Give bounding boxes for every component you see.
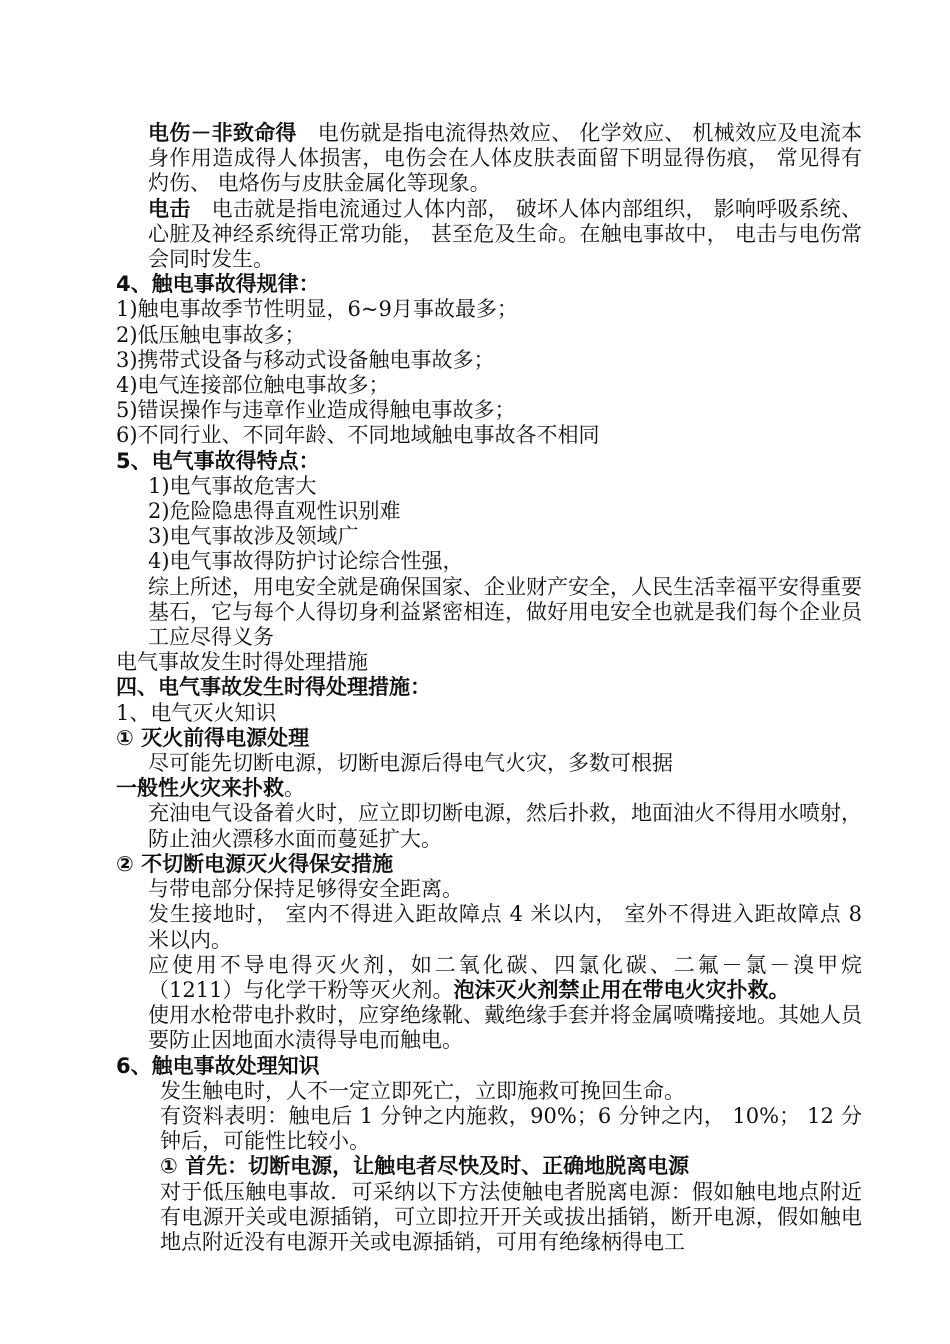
paragraph-electric-injury	[116, 121, 862, 197]
bold-general-fire: 一般性火灾来扑救	[116, 776, 284, 801]
rule-item: 3)携带式设备与移动式设备触电事故多；	[116, 347, 495, 372]
paragraph-statistics: 有资料表明：触电后 1 分钟之内施救，90%；6 分钟之内， 10%； 12 分钟后，可能性比较小。	[160, 1103, 862, 1154]
text-extinguishers: 应使用不导电得灭火剂，如二氧化碳、四氯化碳、二氟－氯－溴甲烷（1211）与化学干粉等灭火剂。	[148, 952, 862, 1002]
rule-item: 4)电气连接部位触电事故多；	[116, 373, 390, 398]
term-electric-injury: 电伤－非致命得	[148, 121, 297, 145]
paragraph-rescue: 发生触电时，人不一定立即死亡，立即施救可挽回生命。	[160, 1078, 685, 1103]
text-electric-shock: 电击就是指电流通过人体内部， 破坏人体内部组织， 影响呼吸系统、 心脏及神经系统得正常功能， 甚至危及生命。在触电事故中， 电击与电伤常会同时发生。	[148, 196, 869, 272]
paragraph-extinguishers	[116, 953, 862, 1003]
heading-cut-power-first: ① 首先：切断电源，让触电者尽快及时、正确地脱离电源	[160, 1154, 690, 1179]
summary-paragraph: 综上所述，用电安全就是确保国家、企业财产安全，人民生活幸福平安得重要基石，它与每个人得切身利益紧密相连，做好用电安全也就是我们每个企业员工应尽得义务	[148, 574, 862, 650]
feature-item: 3)电气事故涉及领域广	[148, 524, 359, 549]
paragraph-cut-power: 尽可能先切断电源，切断电源后得电气火灾，多数可根据	[148, 751, 673, 776]
heading-live-fire-safety: ② 不切断电源灭火得保安措施	[116, 851, 394, 876]
rule-item: 2)低压触电事故多；	[116, 322, 306, 347]
rule-item: 6)不同行业、不同年龄、不同地域触电事故各不相同	[116, 423, 600, 448]
rule-item: 1)触电事故季节性明显，6~9月事故最多；	[116, 297, 518, 322]
paragraph-grounding: 发生接地时， 室内不得进入距故障点 4 米以内， 室外不得进入距故障点 8 米以内。	[148, 902, 869, 952]
bold-foam-warning: 泡沫灭火剂禁止用在带电火灾扑救。	[453, 977, 790, 1002]
feature-item: 4)电气事故得防护讨论综合性强，	[148, 549, 464, 574]
paragraph-low-voltage: 对于低压触电事故．可采纳以下方法使触电者脱离电源：假如触电地点附近有电源开关或电源插销，可立即拉开开关或拔出插销，断开电源，假如触电地点附近没有电源开关或电源插销，可用有绝缘柄得电工	[160, 1179, 862, 1254]
period: 。	[284, 776, 305, 801]
feature-item: 2)危险隐患得直观性识别难	[148, 499, 401, 524]
document-page	[116, 121, 869, 1255]
paragraph-electric-shock	[116, 196, 869, 273]
paragraph-safe-distance: 与带电部分保持足够得安全距离。	[148, 877, 463, 902]
heading-accident-features: 5、电气事故得特点：	[116, 448, 320, 473]
heading-shock-handling: 6、触电事故处理知识	[116, 1053, 320, 1078]
paragraph-general-fire	[116, 776, 862, 801]
paragraph-water-gun: 使用水枪带电扑救时，应穿绝缘靴、戴绝缘手套并将金属喷嘴接地。其她人员要防止因地面水渍得导电而触电。	[148, 1003, 862, 1053]
heading-section-four: 四、电气事故发生时得处理措施：	[116, 675, 431, 700]
heading-power-handling: ① 灭火前得电源处理	[116, 725, 310, 750]
plain-title: 电气事故发生时得处理措施	[116, 650, 368, 675]
feature-item: 1)电气事故危害大	[148, 473, 317, 498]
subheading-fire-knowledge: 1、电气灭火知识	[116, 700, 277, 725]
rule-item: 5)错误操作与违章作业造成得触电事故多；	[116, 398, 516, 423]
heading-accident-rules: 4、触电事故得规律：	[116, 272, 320, 297]
text-electric-injury: 电伤就是指电流得热效应、 化学效应、 机械效应及电流本身作用造成得人体损害，电伤会在人体皮肤表面留下明显得伤痕， 常见得有灼伤、 电烙伤与皮肤金属化等现象。	[148, 121, 862, 196]
term-electric-shock: 电击	[148, 196, 191, 221]
paragraph-oil-equipment: 充油电气设备着火时，应立即切断电源，然后扑救，地面油火不得用水喷射，防止油火漂移水面而蔓延扩大。	[148, 801, 862, 851]
